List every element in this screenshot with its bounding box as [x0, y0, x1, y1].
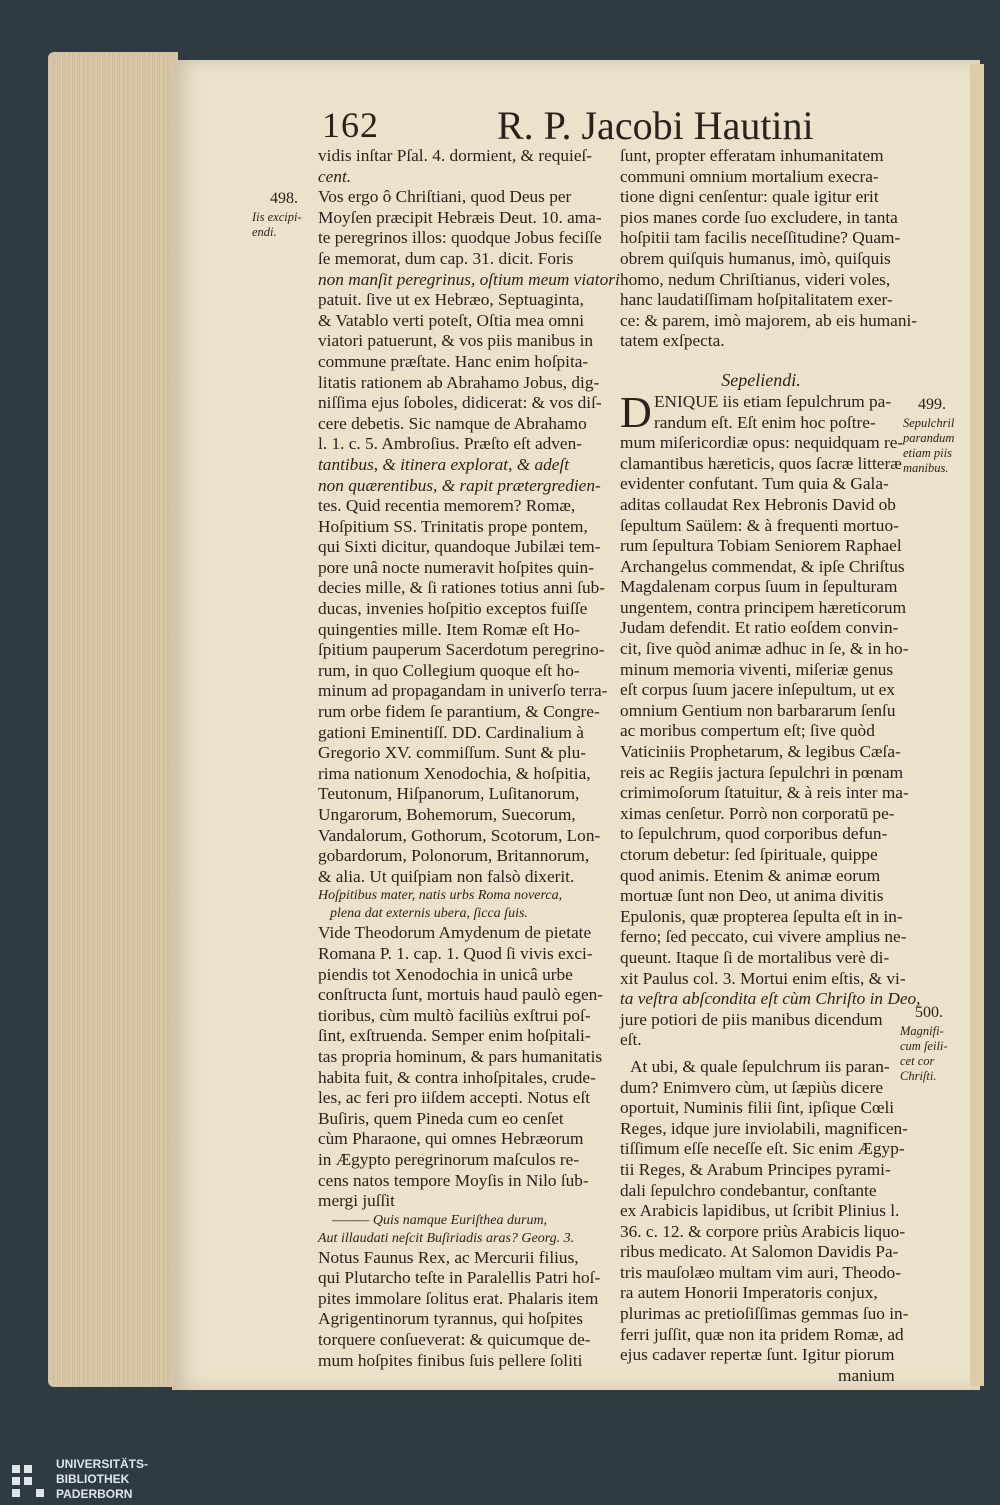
- text-line: Agrigentinorum tyrannus, qui hoſpites: [318, 1309, 583, 1329]
- text-line: randum eſt. Eſt enim hoc poſtre-: [654, 412, 876, 432]
- margin-note-499: Sepulchril parandum etiam piis manibus.: [903, 416, 955, 475]
- text-line: vidis inſtar Pſal. 4. dormient, & requieſ-: [318, 146, 593, 165]
- text-line: les, ac feri pro iiſdem accepti. Notus eſt: [318, 1088, 591, 1108]
- text-line: to ſepulchrum, quod corporibus defun-: [620, 824, 888, 844]
- text-line: Ungarorum, Bohemorum, Suecorum,: [318, 805, 576, 824]
- text-line: Notus Faunus Rex, ac Mercurii filius,: [318, 1247, 579, 1267]
- text-line: minum memoria viventi, miſeriæ genus: [620, 659, 894, 679]
- text-line: minum ad propagandam in univerſo terra-: [318, 681, 608, 701]
- text-line: Vos ergo ô Chriſtiani, quod Deus per: [318, 187, 572, 207]
- text-line: tantibus, & itinera explorat, & adeſt: [318, 454, 570, 474]
- text-line: ſe memorat, dum cap. 31. dicit. Foris: [318, 248, 574, 268]
- text-line: Hoſpitium SS. Trinitatis prope pontem,: [318, 516, 588, 536]
- verse-line: plena dat externis ubera, ſicca ſuis.: [330, 906, 528, 922]
- text-line: homo, nedum Chriſtianus, videri voles,: [620, 269, 891, 289]
- text-line: cit, ſive quòd animæ adhuc in ſe, & in ho-: [620, 639, 909, 659]
- text-line: Judam defendit. Et ratio eoſdem convin-: [620, 618, 899, 638]
- verse-line: ——— Quis namque Euriſthea durum,: [332, 1212, 548, 1228]
- text-line: Vandalorum, Gothorum, Scotorum, Lon-: [318, 825, 601, 845]
- text-line: pios manes corde ſuo excludere, in tanta: [620, 207, 898, 227]
- text-line: Teutonum, Hiſpanorum, Luſitanorum,: [318, 784, 580, 804]
- text-line: & alia. Ut quiſpiam non falsò dixerit.: [318, 866, 575, 886]
- text-line: ce: & parem, imò majorem, ab eis humani-: [620, 310, 918, 330]
- text-line: tris mauſolæo multam vim auri, Theodo-: [620, 1262, 901, 1282]
- page-number: 162: [322, 105, 379, 145]
- library-footer: [0, 1455, 1000, 1505]
- text-line: non manſit peregrinus, oſtium meum viatori: [318, 269, 620, 289]
- text-line: decies mille, & ſi rationes totius anni ſub-: [318, 578, 606, 598]
- margin-note-498: Iis excipi- endi.: [252, 210, 302, 239]
- text-line: ferno; ſed peccato, cui vivere amplius ne-: [620, 927, 907, 947]
- text-line: cere debetis. Sic namque de Abrahamo: [318, 413, 587, 433]
- text-line: mum hoſpites finibus ſuis pellere ſoliti: [318, 1350, 583, 1370]
- text-line: pore unâ nocte numeravit hoſpites quin-: [318, 557, 594, 577]
- text-line: ferri juſſit, quæ non ita pridem Romæ, ad: [620, 1324, 904, 1344]
- text-line: Archangelus commendat, & ipſe Chriſtus: [620, 556, 905, 576]
- text-line: dali ſepulchro condebantur, conſtante: [620, 1180, 877, 1200]
- text-line: patuit. ſive ut ex Hebræo, Septuaginta,: [318, 290, 584, 310]
- text-line: Buſiris, quem Pineda cum eo cenſet: [318, 1108, 564, 1128]
- text-line: 36. c. 12. & corpore priùs Arabicis liquo-: [620, 1221, 906, 1241]
- text-line: Vide Theodorum Amydenum de pietate: [318, 923, 592, 943]
- text-line: habita fuit, & contra inhoſpitales, crude-: [318, 1067, 596, 1087]
- text-line: ENIQUE iis etiam ſepulchrum pa-: [654, 391, 892, 411]
- text-line: queunt. Itaque ſi de mortalibus verè di-: [620, 947, 890, 967]
- text-line: crimimoſorum ſtatuitur, & à reis inter ma-: [620, 783, 909, 803]
- page-right-edge: [970, 64, 984, 1386]
- text-line: evidenter confutant. Tum quia & Gala-: [620, 474, 889, 494]
- text-line: hoſpitii tam facilis neceſſitudine? Quam-: [620, 228, 901, 248]
- text-line: rum orbe fidem ſe parantium, & Congre-: [318, 702, 600, 722]
- margin-number-499: 499.: [918, 396, 946, 413]
- text-line: ducas, invenies hoſpitio exceptos fuiſſe: [318, 599, 588, 619]
- text-line: & Vatablo verti poteſt, Oſtia mea omni: [318, 310, 585, 330]
- text-line: ac moribus compertum eſt; ſive quòd: [620, 721, 875, 741]
- text-line: Romana P. 1. cap. 1. Quod ſi vivis exci-: [318, 943, 593, 963]
- text-line: tiſſimum eſſe neceſſe eſt. Sic enim Ægyp-: [620, 1139, 905, 1159]
- text-line: l. 1. c. 5. Ambroſius. Præſto eſt adven-: [318, 434, 582, 454]
- verse-line: Aut illaudati neſcit Buſiriadis aras? Georg. 3.: [318, 1230, 575, 1246]
- left-text-column: [318, 146, 620, 1371]
- text-line: eſt.: [620, 1030, 642, 1050]
- text-line: cens natos tempore Moyſis in Nilo ſub-: [318, 1170, 589, 1190]
- text-line: cent.: [318, 166, 352, 186]
- text-line: niſſima ejus ſoboles, didicerat: & vos diſ-: [318, 393, 602, 413]
- text-line: ſepultum Saülem: & à frequenti mortuo-: [620, 515, 899, 535]
- margin-number-498: 498.: [270, 190, 298, 207]
- text-line: plurimas ac pretioſiſſimas gemmas ſuo in-: [620, 1304, 909, 1324]
- text-line: Gregorio XV. commiſſum. Sunt & plu-: [318, 743, 587, 763]
- text-line: gationi Eminentiſſ. DD. Cardinalium à: [318, 722, 584, 742]
- text-line: Reges, idque jure inviolabili, magnificen-: [620, 1118, 908, 1138]
- text-line: xit Paulus col. 3. Mortui enim eſtis, & vi-: [620, 968, 906, 988]
- library-logo-icon: [10, 1461, 50, 1501]
- text-line: obrem quiſquis humanus, imò, quiſquis: [620, 248, 891, 268]
- text-line: ſunt, propter efferatam inhumanitatem: [620, 146, 884, 165]
- text-line: mergi juſſit: [318, 1191, 395, 1211]
- text-line: tatem exſpecta.: [620, 331, 725, 351]
- page-stack-edge: [48, 52, 178, 1387]
- text-line: piendis tot Xenodochia in unicâ urbe: [318, 964, 573, 984]
- text-line: non quærentibus, & rapit prætergredien-: [318, 475, 601, 495]
- text-line: ra autem Honorii Imperatoris conjux,: [620, 1283, 878, 1303]
- text-line: reis ac Regiis jactura ſepulchri in pœnam: [620, 762, 904, 782]
- text-line: cùm Pharaone, qui omnes Hebræorum: [318, 1129, 584, 1149]
- text-line: tes. Quid recentia memorem? Romæ,: [318, 496, 576, 516]
- drop-cap: D: [620, 387, 652, 437]
- text-line: oportuit, Numinis filii ſint, ipſique Cœli: [620, 1098, 895, 1118]
- text-line: mum miſericordiæ opus: nequidquam re-: [620, 433, 904, 453]
- text-line: omnium Gentium non barbararum ſenſu: [620, 700, 896, 720]
- text-line: ribus medicato. At Salomon Davidis Pa-: [620, 1242, 899, 1262]
- text-line: torquere conſueverat: & quicumque de-: [318, 1330, 591, 1350]
- text-line: At ubi, & quale ſepulchrum iis paran-: [630, 1056, 890, 1076]
- text-line: qui Plutarcho teſte in Paralellis Patri hoſ-: [318, 1268, 601, 1288]
- text-line: ſint, exſtruenda. Semper enim hoſpitali-: [318, 1026, 591, 1046]
- text-line: tii Reges, & Arabum Principes pyrami-: [620, 1159, 891, 1179]
- section-heading: Sepeliendi.: [721, 369, 801, 390]
- right-text-column: [620, 146, 921, 1386]
- text-line: rum, in quo Collegium quoque eſt ho-: [318, 660, 580, 680]
- text-line: ejus cadaver repertæ ſunt. Igitur piorum: [620, 1345, 895, 1365]
- text-line: ximas cenſetur. Porrò non corporatū pe-: [620, 803, 895, 823]
- text-line: litatis rationem ab Abrahamo Jobus, dig-: [318, 372, 600, 392]
- verse-line: Hoſpitibus mater, natis urbs Roma noverca,: [318, 888, 563, 904]
- text-line: ſpitium pauperum Sacerdotum peregrino-: [318, 640, 605, 660]
- text-line: tioribus, cùm multò faciliùs exſtrui poſ-: [318, 1005, 591, 1025]
- margin-note-500: Magnifi- cum ſeili- cet cor Chriſti.: [900, 1024, 948, 1083]
- text-line: ungentem, contra principem hæreticorum: [620, 597, 907, 617]
- text-line: Vaticiniis Prophetarum, & legibus Cæſa-: [620, 742, 901, 762]
- library-name: UNIVERSITÄTS- BIBLIOTHEK PADERBORN: [56, 1457, 149, 1501]
- text-line: quingenties mille. Item Romæ eſt Ho-: [318, 619, 581, 639]
- text-line: quod animis. Etenim & animæ eorum: [620, 865, 881, 885]
- text-line: rum ſepultura Tobiam Seniorem Raphael: [620, 536, 902, 556]
- text-line: jure potiori de piis manibus dicendum: [620, 1009, 883, 1029]
- text-line: pites immolare ſolitus erat. Phalaris item: [318, 1288, 599, 1308]
- text-line: clamantibus hæreticis, quos ſacræ litteræ: [620, 453, 902, 473]
- text-line: qui Sixti dicitur, quandoque Jubilæi tem-: [318, 537, 601, 557]
- text-line: ctorum debetur: ſed ſpirituale, quippe: [620, 845, 878, 864]
- text-line: commune præſtate. Hanc enim hoſpita-: [318, 351, 589, 371]
- text-line: ex Arabicis lapidibus, ut ſcribit Plinius l.: [620, 1201, 900, 1221]
- text-line: Magdalenam corpus ſuum in ſepulturam: [620, 577, 898, 597]
- margin-number-500: 500.: [915, 1004, 943, 1021]
- text-line: rima nationum Xenodochia, & hoſpitia,: [318, 763, 591, 783]
- text-line: viatori patuerunt, & vos piis manibus in: [318, 331, 594, 351]
- text-line: gobardorum, Polonorum, Britannorum,: [318, 846, 590, 866]
- text-line: aditas collaudat Rex Hebronis David ob: [620, 494, 896, 514]
- text-line: Epulonis, quæ propterea ſepulta eſt in in-: [620, 906, 903, 926]
- text-line: tas propria hominum, & pars humanitatis: [318, 1046, 603, 1066]
- text-line: communi omnium mortalium execra-: [620, 166, 879, 186]
- text-line: hanc laudatiſſimam hoſpitalitatem exer-: [620, 290, 893, 310]
- text-line: eſt corpus ſuum jacere inſepultum, ut ex: [620, 680, 895, 700]
- text-line: Moyſen præcipit Hebræis Deut. 10. ama-: [318, 207, 602, 227]
- running-head: [0, 100, 1000, 150]
- text-line: conſtructa ſunt, mortuis haud paulò egen-: [318, 985, 604, 1005]
- text-line: ta veſtra abſcondita eſt cùm Chriſto in Deo,: [620, 989, 921, 1009]
- page-title: R. P. Jacobi Hautini: [497, 103, 814, 148]
- text-line: mortuæ ſunt non Deo, ut anima divitis: [620, 886, 884, 906]
- text-line: dum? Enimvero cùm, ut ſæpiùs dicere: [620, 1077, 883, 1097]
- text-line: manium: [838, 1365, 895, 1385]
- text-line: in Ægypto peregrinorum maſculos re-: [318, 1149, 580, 1169]
- text-line: te peregrinos illos: quodque Jobus feciſſe: [318, 228, 602, 248]
- text-line: tione digni cenſentur: quale igitur erit: [620, 187, 879, 207]
